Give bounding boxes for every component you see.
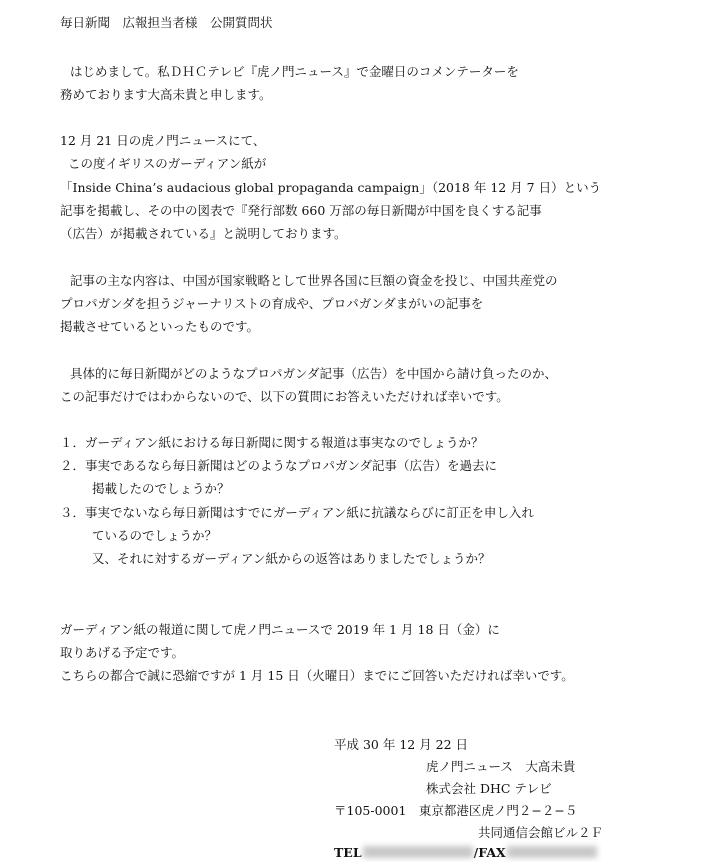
context-line-1: 12 月 21 日の虎ノ門ニュースにて、 xyxy=(60,133,266,148)
signature-address: 〒105-0001 東京都港区虎ノ門２−２−５ xyxy=(334,803,578,818)
summary-line-1: 記事の主な内容は、中国が国家戦略として世界各国に巨額の資金を投じ、中国共産党の xyxy=(70,273,558,288)
signature-contact xyxy=(334,844,598,862)
closing-line-1: ガーディアン紙の報道に関して虎ノ門ニュースで 2019 年 1 月 18 日（金）に xyxy=(60,622,500,637)
intro-line-2: 務めております大高未貴と申します。 xyxy=(60,87,272,102)
question-3-cont: ているのでしょうか？ xyxy=(92,528,218,543)
summary-line-2: プロパガンダを担うジャーナリストの育成や、プロパガンダまがいの記事を xyxy=(60,296,484,311)
summary-line-3: 掲載させているといったものです。 xyxy=(60,319,260,334)
context-line-4: 記事を掲載し、その中の図表で『発行部数 660 万部の毎日新聞が中国を良くする記事 xyxy=(60,203,542,218)
context-line-5: （広告）が掲載されている』と説明しております。 xyxy=(60,226,347,241)
context-line-3: 「Inside China’s audacious global propaganda campaign」（2018 年 12 月 7 日）という xyxy=(60,180,602,195)
tel-label: TEL xyxy=(334,845,362,860)
question-3: ３．事実でないなら毎日新聞はすでにガーディアン紙に抗議ならびに訂正を申し入れ xyxy=(60,505,534,520)
request-line-1: 具体的に毎日新聞がどのようなプロパガンダ記事（広告）を中国から請け負ったのか、 xyxy=(70,366,558,381)
question-2-cont: 掲載したのでしょうか？ xyxy=(92,481,230,496)
question-3-followup: 又、それに対するガーディアン紙からの返答はありましたでしょうか？ xyxy=(92,551,491,566)
letter-header: 毎日新聞 広報担当者様 公開質問状 xyxy=(60,15,273,30)
signature-date: 平成 30 年 12 月 22 日 xyxy=(334,737,469,752)
signature-name: 虎ノ門ニュース 大高未貴 xyxy=(426,759,576,774)
fax-label: /FAX xyxy=(473,845,506,860)
redacted-tel xyxy=(363,846,473,858)
request-line-2: この記事だけではわからないので、以下の質問にお答えいただければ幸いです。 xyxy=(60,389,509,404)
question-2: ２．事実であるなら毎日新聞はどのようなプロパガンダ記事（広告）を過去に xyxy=(60,458,498,473)
signature-company: 株式会社 DHC テレビ xyxy=(426,781,552,796)
closing-line-3: こちらの都合で誠に恐縮ですが 1 月 15 日（火曜日）までにご回答いただければ幸いです。 xyxy=(60,668,574,683)
closing-line-2: 取りあげる予定です。 xyxy=(60,645,185,660)
intro-line-1: はじめまして。私ＤＨＣテレビ『虎ノ門ニュース』で金曜日のコメンテーターを xyxy=(70,64,519,79)
signature-building: 共同通信会館ビル２Ｆ xyxy=(478,825,604,840)
context-line-2: この度イギリスのガーディアン紙が xyxy=(68,156,267,171)
question-1: １．ガーディアン紙における毎日新聞に関する報道は事実なのでしょうか？ xyxy=(60,435,484,450)
redacted-fax xyxy=(507,846,597,858)
